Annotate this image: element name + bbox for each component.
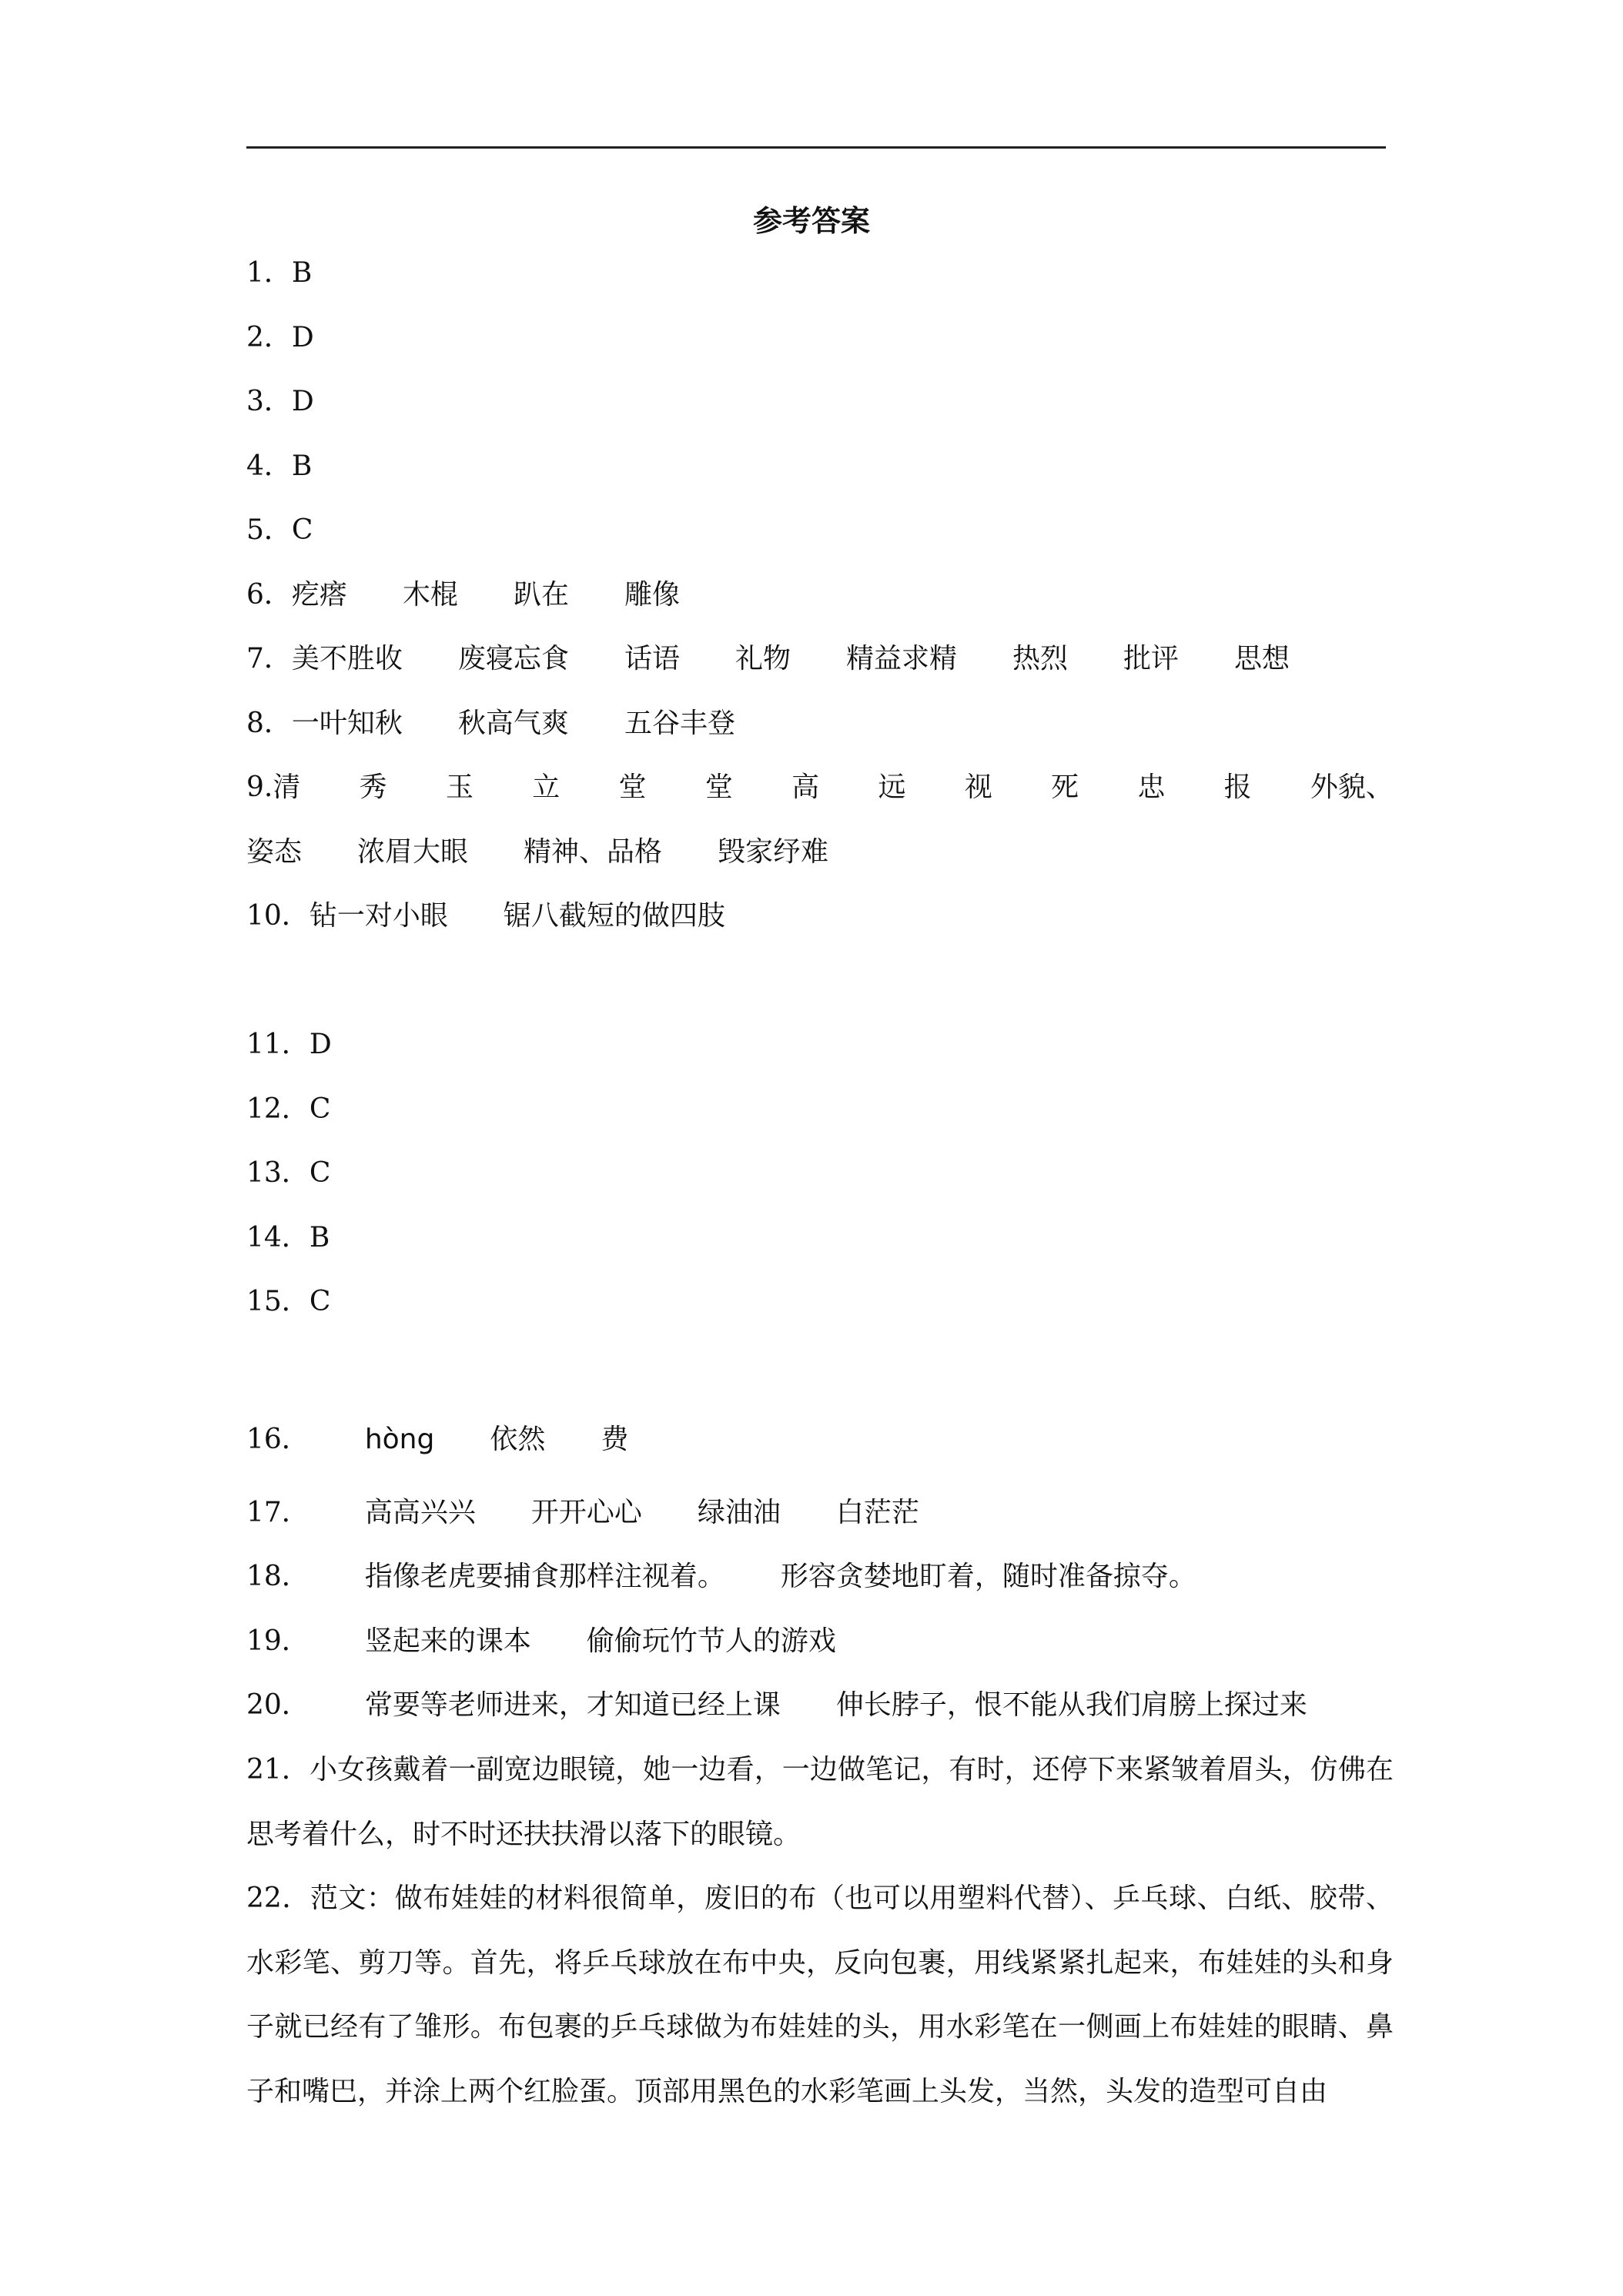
answer-12: 12．C <box>246 1093 331 1125</box>
answer-10: 10．钻一对小眼 锯八截短的做四肢 <box>246 900 725 932</box>
answer-19: 19． 竖起来的课本 偷偷玩竹节人的游戏 <box>246 1625 836 1657</box>
answer-18: 18． 指像老虎要捕食那样注视着。 形容贪婪地盯着，随时准备掠夺。 <box>246 1561 1196 1592</box>
answer-15: 15．C <box>246 1286 331 1317</box>
answer-2: 2．D <box>246 322 314 353</box>
answer-11: 11．D <box>246 1029 332 1060</box>
answer-8: 8．一叶知秋 秋高气爽 五谷丰登 <box>246 708 735 739</box>
answer-22: 22．范文：做布娃娃的材料很简单，废旧的布（也可以用塑料代替）、乒乓球、白纸、胶带、水彩笔、剪刀等。首先，将乒乓球放在布中央，反向包裹，用线紧紧扎起来，布娃娃的头和身子就已经有了雏形。布包裹的乒乓球做为布娃娃的头，用水彩笔在一侧画上布娃娃的眼睛、鼻子和嘴巴，并涂上两个红脸蛋。顶部用黑色的水彩笔画上头发，当然，头发的造型可自由 <box>246 1883 1394 2107</box>
answer-20: 20． 常要等老师进来，才知道已经上课 伸长脖子，恨不能从我们肩膀上探过来 <box>246 1689 1307 1721</box>
answer-4: 4．B <box>246 450 313 482</box>
answer-7: 7．美不胜收 废寝忘食 话语 礼物 精益求精 热烈 批评 思想 <box>246 643 1290 674</box>
answer-17: 17． 高高兴兴 开开心心 绿油油 白茫茫 <box>246 1497 919 1528</box>
answer-6: 6．疙瘩 木棍 趴在 雕像 <box>246 579 680 611</box>
answer-14: 14．B <box>246 1222 330 1253</box>
answer-1: 1．B <box>246 257 313 289</box>
answer-21: 21．小女孩戴着一副宽边眼镜，她一边看，一边做笔记，有时，还停下来紧皱着眉头，仿佛在思考着什么，时不时还扶扶滑以落下的眼镜。 <box>246 1754 1394 1850</box>
answer-5: 5．C <box>246 514 313 546</box>
page-title: 参考答案 <box>752 203 870 238</box>
answer-3: 3．D <box>246 386 314 417</box>
answer-16: 16． hòng 依然 费 <box>246 1424 629 1455</box>
answer-9-continued: 姿态 浓眉大眼 精神、品格 毁家纾难 <box>246 836 829 868</box>
answer-9: 9.清 秀 玉 立 堂 堂 高 远 视 死 忠 报 外貌、 <box>246 771 1394 803</box>
header-rule <box>246 146 1386 149</box>
answer-13: 13．C <box>246 1157 331 1189</box>
